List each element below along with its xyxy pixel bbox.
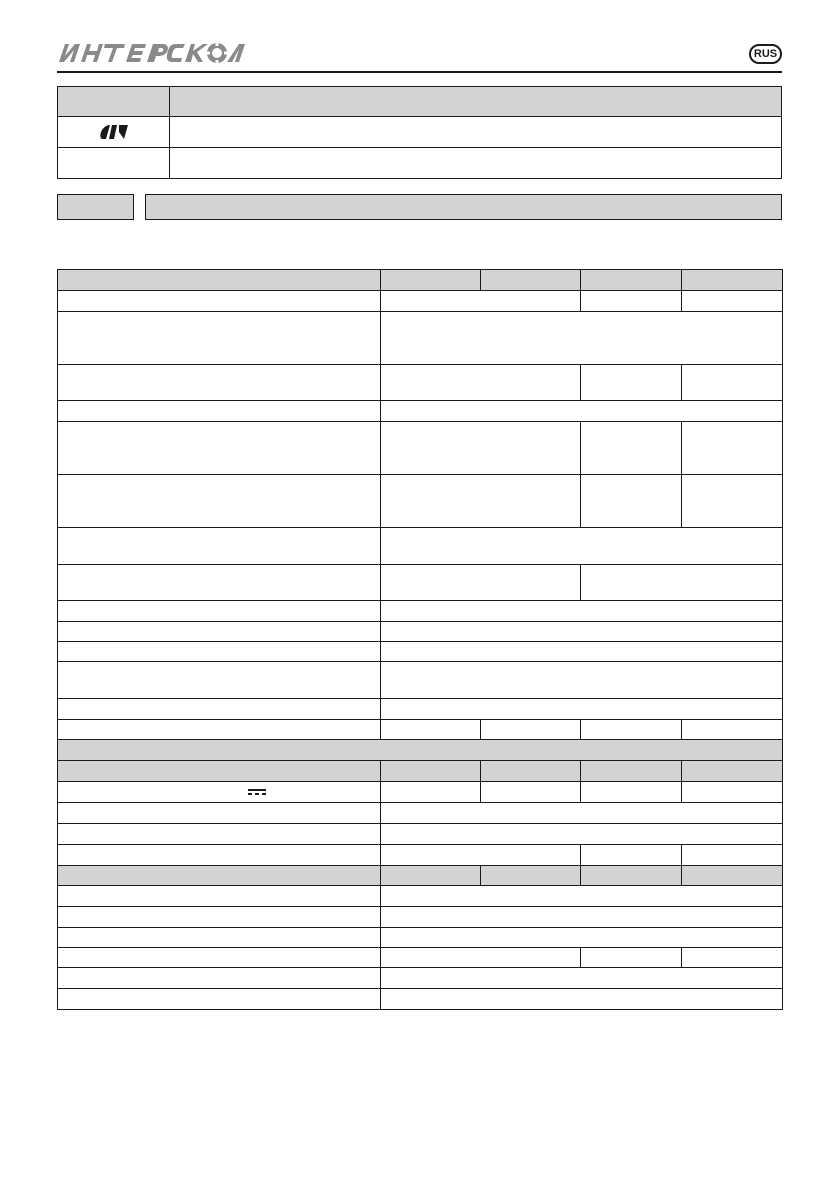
table-cell [682,782,783,803]
table-row [58,699,783,720]
table-row [58,401,783,422]
table-row [58,601,783,622]
table-cell [58,642,381,662]
table-cell [58,622,381,642]
table-row [58,886,783,907]
table-cell [381,270,481,291]
table-cell [58,291,381,312]
table-cell [58,475,381,528]
table-row [58,948,783,968]
table-cell [682,365,783,401]
table-cell [58,270,381,291]
table-cell [581,365,682,401]
table-cell [581,291,682,312]
table-cell [58,87,170,117]
table-cell [381,803,783,824]
table-cell [58,662,381,699]
table-cell [58,601,381,622]
symbols-row [58,117,782,148]
table-cell [381,907,783,928]
table-cell [682,866,783,886]
table-cell [58,824,381,845]
table-row [58,475,783,528]
table-cell [58,148,170,179]
symbols-row [58,148,782,179]
table-section-row [58,740,783,761]
table-row [58,291,783,312]
section-number-box [57,194,134,220]
table-cell [58,422,381,475]
language-badge: RUS [749,44,782,64]
table-cell [381,761,481,782]
table-cell [381,968,783,989]
table-row [58,824,783,845]
direct-current-icon [248,788,266,796]
table-cell [381,601,783,622]
table-cell [581,565,783,601]
table-cell [58,928,381,948]
table-cell [58,117,170,148]
table-row [58,845,783,866]
table-cell [481,270,581,291]
table-cell [682,475,783,528]
table-cell [381,989,783,1010]
table-row [58,422,783,475]
table-cell [381,662,783,699]
table-row [58,989,783,1010]
section-title-bar [145,194,782,220]
table-cell [381,475,581,528]
table-cell [58,886,381,907]
table-row [58,968,783,989]
table-row [58,365,783,401]
page-header [57,38,782,72]
table-cell [581,866,682,886]
table-row [58,662,783,699]
table-cell [381,565,581,601]
table-cell [581,270,682,291]
table-cell [58,699,381,720]
table-header-row [58,866,783,886]
table-cell [481,866,581,886]
table-cell [581,720,682,740]
table-cell [58,312,381,365]
table-row [58,312,783,365]
table-cell [481,761,581,782]
table-cell [682,761,783,782]
table-header-row [58,761,783,782]
table-cell [682,270,783,291]
table-cell [381,866,481,886]
table-cell [170,87,782,117]
table-cell [581,845,682,866]
table-cell [58,989,381,1010]
table-cell [381,845,581,866]
table-cell [381,642,783,662]
table-cell [481,720,581,740]
symbols-table [57,86,782,179]
table-cell [682,948,783,968]
table-cell [58,761,381,782]
table-cell [58,948,381,968]
table-cell [58,907,381,928]
table-cell [58,803,381,824]
table-cell [381,699,783,720]
table-cell [58,720,381,740]
table-cell [381,528,783,565]
table-cell [58,565,381,601]
table-cell [381,422,581,475]
specifications-table [57,269,783,1010]
table-cell [682,422,783,475]
table-cell [381,928,783,948]
table-row [58,928,783,948]
table-cell [58,866,381,886]
table-cell [381,291,581,312]
table-cell [381,720,481,740]
table-cell [682,291,783,312]
table-cell [170,117,782,148]
table-row [58,782,783,803]
table-cell [581,422,682,475]
table-cell [581,761,682,782]
table-cell [381,782,481,803]
brand-logo [57,38,247,68]
table-row [58,720,783,740]
table-cell [381,948,581,968]
table-cell [381,365,581,401]
table-cell [381,622,783,642]
table-cell [58,782,381,803]
table-cell [581,782,682,803]
table-cell [581,948,682,968]
table-row [58,907,783,928]
table-cell [381,312,783,365]
table-row [58,528,783,565]
table-row [58,642,783,662]
table-cell [58,845,381,866]
table-cell [381,824,783,845]
table-cell [381,401,783,422]
table-cell [481,782,581,803]
partial-double-insulation-icon [94,123,134,141]
table-cell [581,475,682,528]
table-row [58,565,783,601]
table-cell [170,148,782,179]
table-header-row [58,270,783,291]
table-row [58,803,783,824]
header-rule [57,71,782,73]
table-cell [58,968,381,989]
table-cell [682,720,783,740]
table-cell [381,886,783,907]
table-cell [58,365,381,401]
symbols-header-row [58,87,782,117]
table-cell [58,401,381,422]
table-cell [58,740,783,761]
table-cell [58,528,381,565]
table-cell [682,845,783,866]
table-row [58,622,783,642]
